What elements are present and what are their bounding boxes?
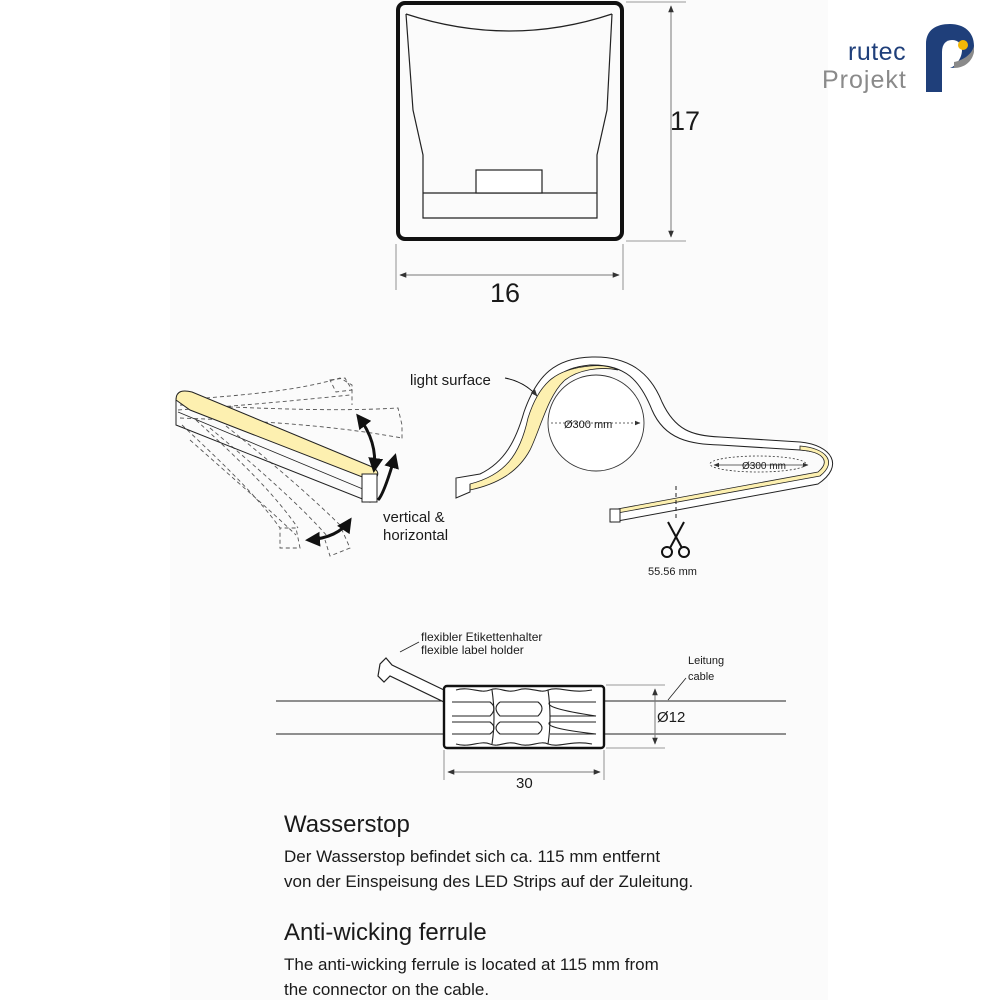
section-title: Anti-wicking ferrule <box>284 919 487 946</box>
length-label: 30 <box>516 775 533 792</box>
cut-length-label: 55.56 mm <box>648 566 697 578</box>
logo-text-rutec: rutec <box>848 38 907 66</box>
section-line-1: Der Wasserstop befindet sich ca. 115 mm entfernt <box>284 847 661 866</box>
diameter-label-2: Ø300 mm <box>742 461 786 472</box>
scissors-icon <box>662 522 689 557</box>
section-line-1: The anti-wicking ferrule is located at 115 mm from <box>284 955 659 974</box>
light-surface-label: light surface <box>410 372 491 389</box>
logo-p-icon <box>924 22 976 94</box>
height-dimension <box>626 2 700 241</box>
flex-strip-radius-illustration <box>410 357 833 578</box>
section-line-2: von der Einspeisung des LED Strips auf der Zuleitung. <box>284 872 694 891</box>
cable-label-de: Leitung <box>688 655 725 667</box>
water-stop-connector <box>276 630 786 792</box>
logo-text-projekt: Projekt <box>822 66 907 94</box>
section-line-2: the connector on the cable. <box>284 980 490 999</box>
label-holder-de: flexibler Etikettenhalter <box>421 630 543 644</box>
label-holder-en: flexible label holder <box>421 643 524 657</box>
width-label: 16 <box>490 278 521 308</box>
section-anti-wicking-ferrule <box>284 918 659 1002</box>
cable-label-en: cable <box>688 671 715 683</box>
diameter-label-1: Ø300 mm <box>564 419 613 431</box>
profile-cross-section <box>398 3 622 239</box>
height-label: 17 <box>670 106 701 136</box>
width-dimension <box>396 244 623 308</box>
rutec-projekt-logo <box>820 18 980 98</box>
section-wasserstop <box>284 810 693 894</box>
flex-bending-illustration <box>176 378 448 556</box>
diameter-label: Ø12 <box>657 709 686 726</box>
section-body <box>284 844 693 894</box>
section-title: Wasserstop <box>284 811 410 838</box>
direction-label-line1: vertical & <box>383 509 445 526</box>
direction-label-line2: horizontal <box>383 527 449 544</box>
section-body <box>284 952 659 1002</box>
